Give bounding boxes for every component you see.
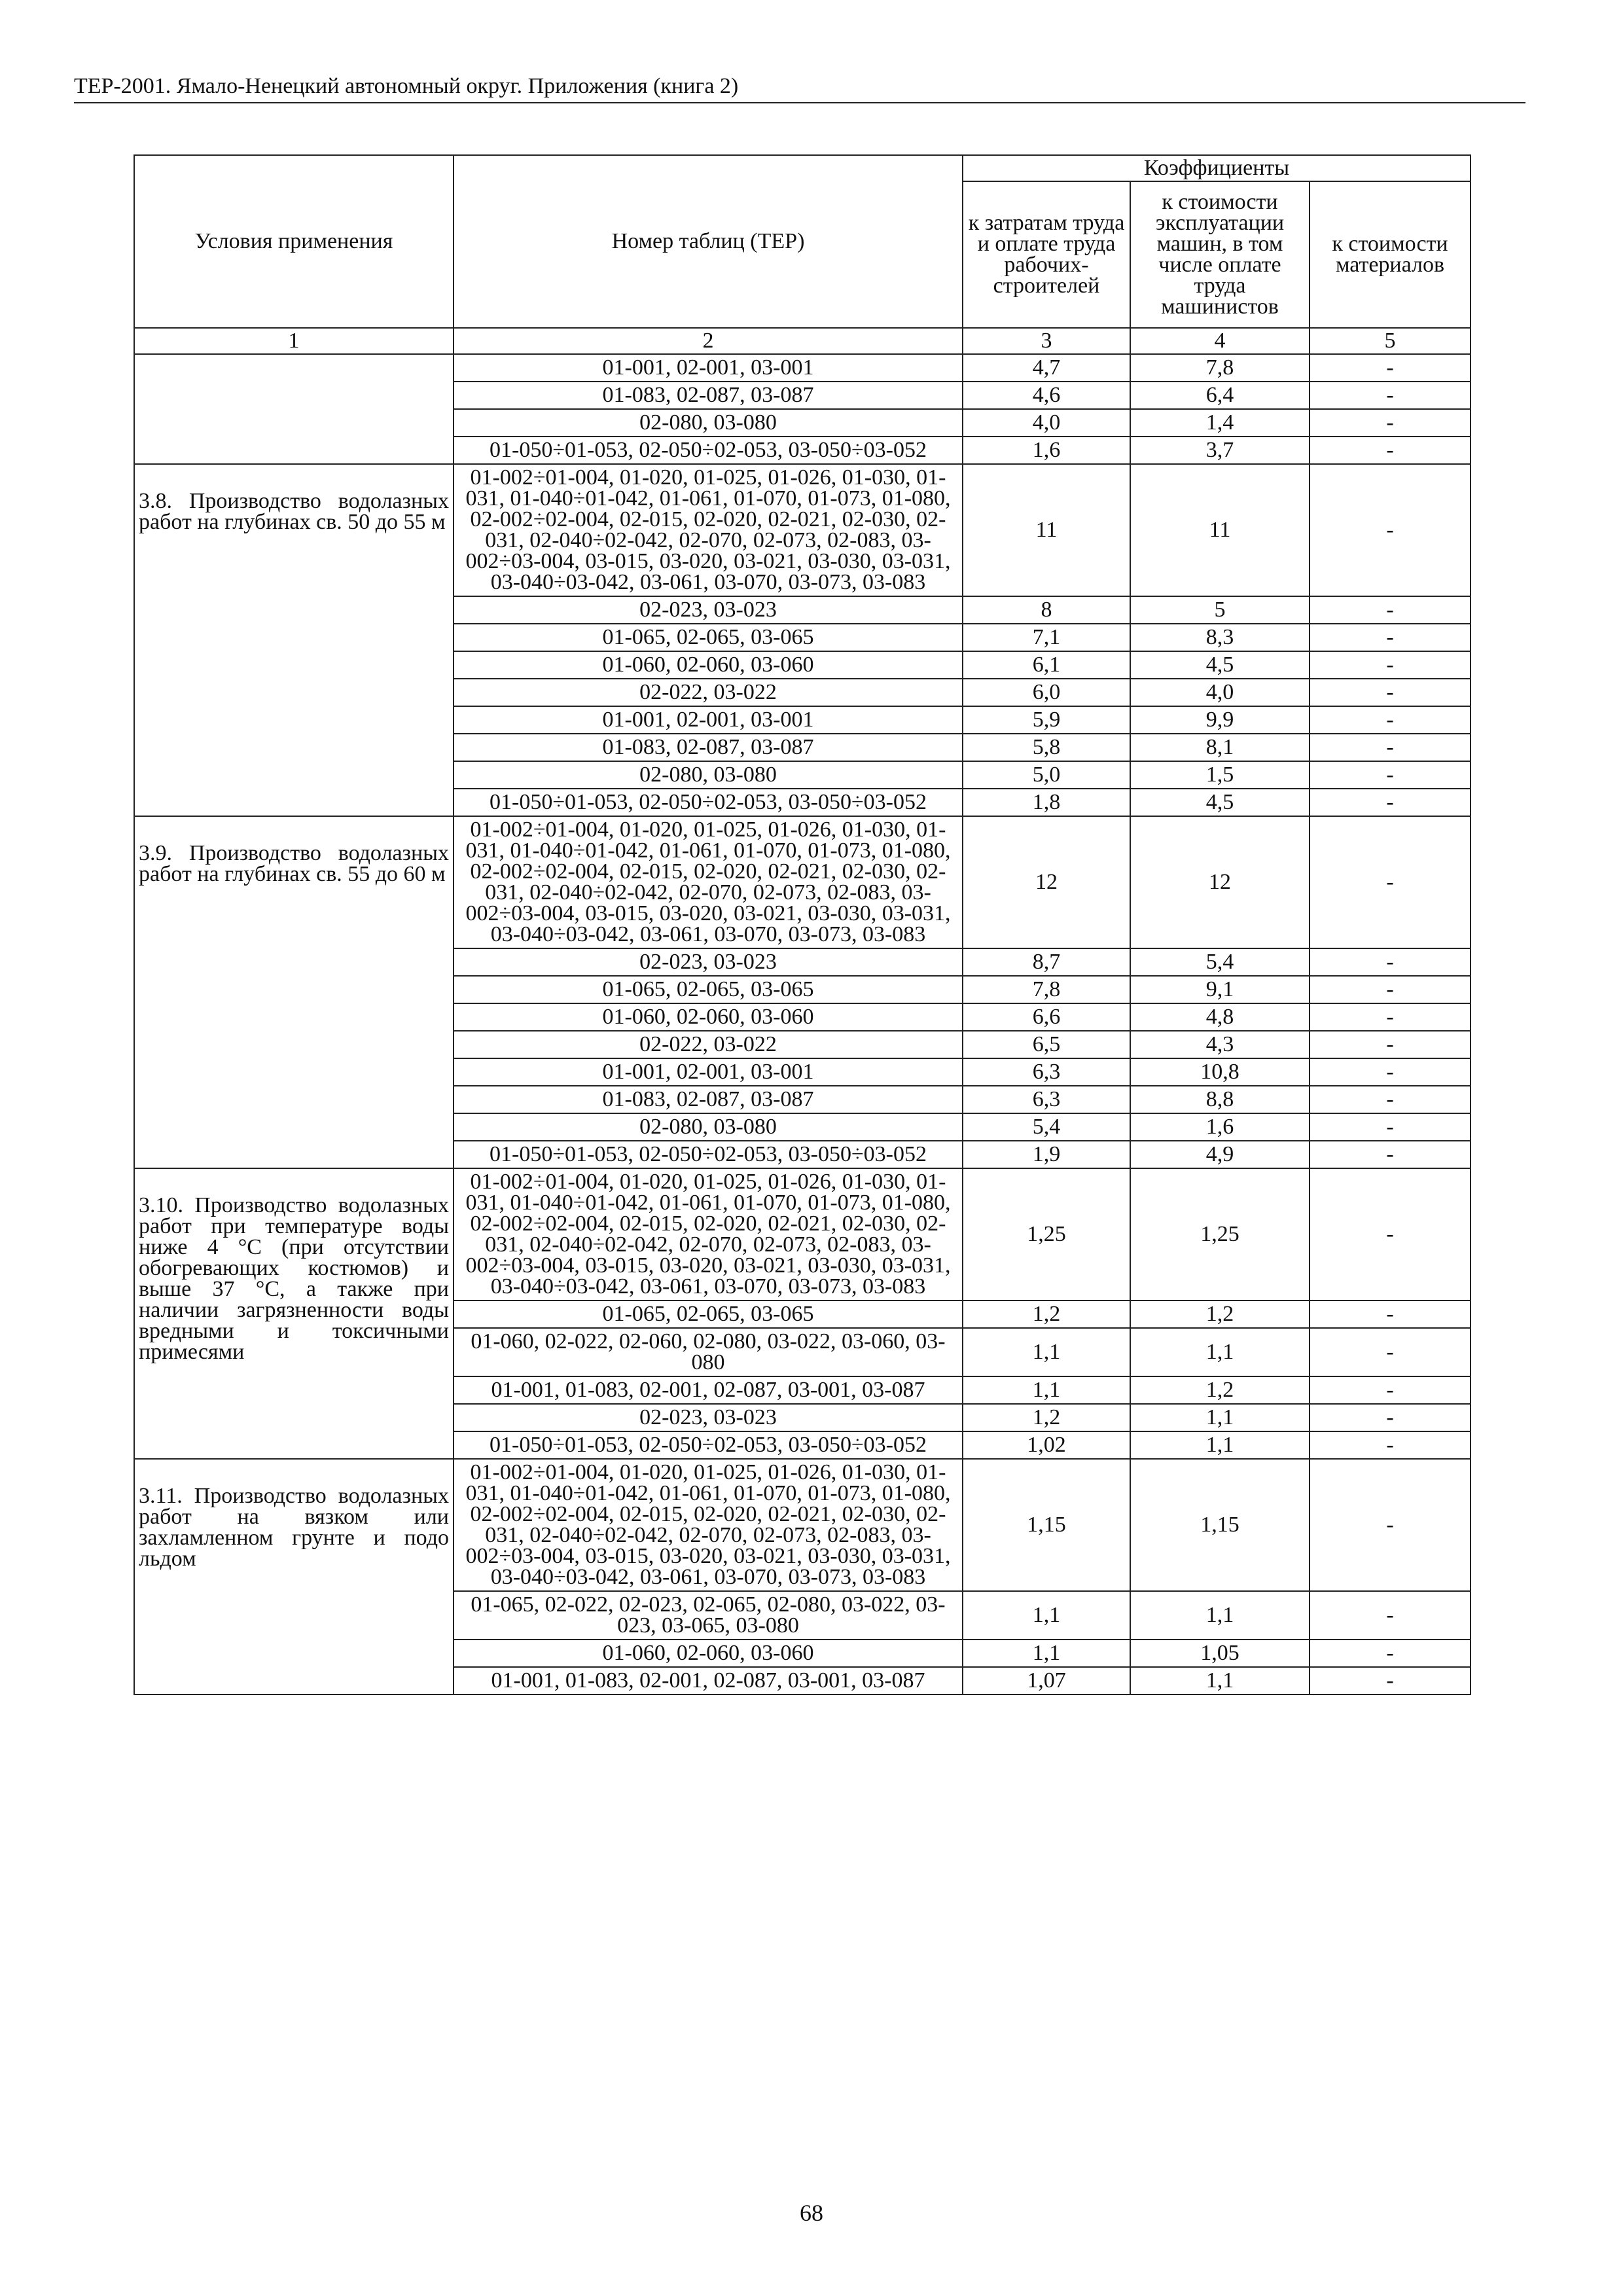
materials-coef-cell: - [1310, 596, 1471, 624]
labor-coef-cell: 4,7 [963, 354, 1130, 382]
machines-coef-cell: 1,5 [1130, 761, 1310, 789]
machines-coef-cell: 1,2 [1130, 1300, 1310, 1328]
materials-coef-cell: - [1310, 1003, 1471, 1031]
machines-coef-cell: 1,1 [1130, 1328, 1310, 1376]
header-machines: к стоимости эксплуатации машин, в том числе оплате труда машинистов [1130, 181, 1310, 328]
materials-coef-cell: - [1310, 976, 1471, 1003]
materials-coef-cell: - [1310, 464, 1471, 596]
table-numbers-cell: 01-050÷01-053, 02-050÷02-053, 03-050÷03-052 [454, 437, 963, 464]
machines-coef-cell: 9,1 [1130, 976, 1310, 1003]
table-numbers-cell: 01-002÷01-004, 01-020, 01-025, 01-026, 01-030, 01-031, 01-040÷01-042, 01-061, 01-070, 01-073, 01-080, 02-002÷02-004, 02-015, 02-020, 02-021, 02-030, 02-031, 02-040÷02-042, 02-070, 02-073, 02-083, 03-002÷03-004, 03-015, 03-020, 03-021, 03-030, 03-031, 03-040÷03-042, 03-061, 03-070, 03-073, 03-083 [454, 464, 963, 596]
labor-coef-cell: 6,3 [963, 1058, 1130, 1086]
materials-coef-cell: - [1310, 651, 1471, 679]
labor-coef-cell: 7,8 [963, 976, 1130, 1003]
table-numbers-cell: 01-083, 02-087, 03-087 [454, 734, 963, 761]
machines-coef-cell: 4,5 [1130, 651, 1310, 679]
labor-coef-cell: 1,9 [963, 1141, 1130, 1168]
table-numbers-cell: 01-060, 02-060, 03-060 [454, 651, 963, 679]
table-numbers-cell: 01-001, 01-083, 02-001, 02-087, 03-001, 03-087 [454, 1667, 963, 1695]
table-body [134, 354, 1471, 1695]
labor-coef-cell: 6,5 [963, 1031, 1130, 1058]
coefficients-table [134, 154, 1471, 1695]
header-conditions: Условия применения [134, 155, 454, 328]
column-number: 1 [134, 328, 454, 354]
table-numbers-cell: 01-083, 02-087, 03-087 [454, 382, 963, 409]
labor-coef-cell: 8,7 [963, 948, 1130, 976]
labor-coef-cell: 1,2 [963, 1404, 1130, 1431]
materials-coef-cell: - [1310, 1591, 1471, 1640]
column-number: 4 [1130, 328, 1310, 354]
machines-coef-cell: 1,1 [1130, 1667, 1310, 1695]
materials-coef-cell: - [1310, 1640, 1471, 1667]
table-row [134, 464, 1471, 596]
labor-coef-cell: 6,3 [963, 1086, 1130, 1113]
materials-coef-cell: - [1310, 382, 1471, 409]
labor-coef-cell: 1,25 [963, 1168, 1130, 1300]
labor-coef-cell: 5,9 [963, 706, 1130, 734]
materials-coef-cell: - [1310, 761, 1471, 789]
condition-cell: 3.8. Производство водолазных работ на глубинах св. 50 до 55 м [134, 464, 454, 816]
materials-coef-cell: - [1310, 1168, 1471, 1300]
labor-coef-cell: 1,1 [963, 1328, 1130, 1376]
materials-coef-cell: - [1310, 706, 1471, 734]
materials-coef-cell: - [1310, 409, 1471, 437]
machines-coef-cell: 1,1 [1130, 1591, 1310, 1640]
table-numbers-cell: 01-060, 02-022, 02-060, 02-080, 03-022, 03-060, 03-080 [454, 1328, 963, 1376]
machines-coef-cell: 1,4 [1130, 409, 1310, 437]
running-header: ТЕР-2001. Ямало-Ненецкий автономный округ. Приложения (книга 2) [74, 73, 1525, 103]
table-numbers-cell: 01-060, 02-060, 03-060 [454, 1003, 963, 1031]
labor-coef-cell: 12 [963, 816, 1130, 948]
header-materials: к стоимости материалов [1310, 181, 1471, 328]
table-numbers-cell: 01-050÷01-053, 02-050÷02-053, 03-050÷03-052 [454, 1431, 963, 1459]
page-number: 68 [800, 2200, 823, 2226]
table-numbers-cell: 01-001, 01-083, 02-001, 02-087, 03-001, 03-087 [454, 1376, 963, 1404]
machines-coef-cell: 1,05 [1130, 1640, 1310, 1667]
table-numbers-cell: 01-065, 02-065, 03-065 [454, 976, 963, 1003]
table-row [134, 1168, 1471, 1300]
labor-coef-cell: 1,1 [963, 1376, 1130, 1404]
column-number: 2 [454, 328, 963, 354]
machines-coef-cell: 8,1 [1130, 734, 1310, 761]
machines-coef-cell: 4,8 [1130, 1003, 1310, 1031]
machines-coef-cell: 1,1 [1130, 1404, 1310, 1431]
materials-coef-cell: - [1310, 1141, 1471, 1168]
table-row [134, 816, 1471, 948]
table-numbers-cell: 01-065, 02-065, 03-065 [454, 624, 963, 651]
labor-coef-cell: 6,1 [963, 651, 1130, 679]
materials-coef-cell: - [1310, 1404, 1471, 1431]
materials-coef-cell: - [1310, 1058, 1471, 1086]
table-numbers-cell: 01-065, 02-065, 03-065 [454, 1300, 963, 1328]
condition-cell: 3.10. Производство водолазных работ при температуре воды ниже 4 °С (при отсутствии обогревающих костюмов) и выше 37 °С, а также при наличии загрязненности воды вредными и токсичными примесями [134, 1168, 454, 1459]
column-number: 5 [1310, 328, 1471, 354]
table-row [134, 354, 1471, 382]
condition-cell: 3.9. Производство водолазных работ на глубинах св. 55 до 60 м [134, 816, 454, 1168]
labor-coef-cell: 1,8 [963, 789, 1130, 816]
machines-coef-cell: 5 [1130, 596, 1310, 624]
materials-coef-cell: - [1310, 1300, 1471, 1328]
table-numbers-cell: 01-050÷01-053, 02-050÷02-053, 03-050÷03-052 [454, 789, 963, 816]
labor-coef-cell: 1,2 [963, 1300, 1130, 1328]
materials-coef-cell: - [1310, 1459, 1471, 1591]
table-row [134, 1459, 1471, 1591]
machines-coef-cell: 8,3 [1130, 624, 1310, 651]
machines-coef-cell: 6,4 [1130, 382, 1310, 409]
table-numbers-cell: 01-050÷01-053, 02-050÷02-053, 03-050÷03-052 [454, 1141, 963, 1168]
table-numbers-cell: 02-080, 03-080 [454, 1113, 963, 1141]
labor-coef-cell: 6,0 [963, 679, 1130, 706]
labor-coef-cell: 11 [963, 464, 1130, 596]
labor-coef-cell: 1,15 [963, 1459, 1130, 1591]
labor-coef-cell: 1,1 [963, 1591, 1130, 1640]
materials-coef-cell: - [1310, 1376, 1471, 1404]
materials-coef-cell: - [1310, 1113, 1471, 1141]
condition-cell: 3.11. Производство водолазных работ на вязком или захламленном грунте и подо льдом [134, 1459, 454, 1695]
materials-coef-cell: - [1310, 789, 1471, 816]
table-numbers-cell: 01-002÷01-004, 01-020, 01-025, 01-026, 01-030, 01-031, 01-040÷01-042, 01-061, 01-070, 01-073, 01-080, 02-002÷02-004, 02-015, 02-020, 02-021, 02-030, 02-031, 02-040÷02-042, 02-070, 02-073, 02-083, 03-002÷03-004, 03-015, 03-020, 03-021, 03-030, 03-031, 03-040÷03-042, 03-061, 03-070, 03-073, 03-083 [454, 1459, 963, 1591]
machines-coef-cell: 4,3 [1130, 1031, 1310, 1058]
column-number: 3 [963, 328, 1130, 354]
labor-coef-cell: 8 [963, 596, 1130, 624]
machines-coef-cell: 4,9 [1130, 1141, 1310, 1168]
table-numbers-cell: 01-001, 02-001, 03-001 [454, 1058, 963, 1086]
materials-coef-cell: - [1310, 1086, 1471, 1113]
labor-coef-cell: 1,1 [963, 1640, 1130, 1667]
table-numbers-cell: 01-002÷01-004, 01-020, 01-025, 01-026, 01-030, 01-031, 01-040÷01-042, 01-061, 01-070, 01-073, 01-080, 02-002÷02-004, 02-015, 02-020, 02-021, 02-030, 02-031, 02-040÷02-042, 02-070, 02-073, 02-083, 03-002÷03-004, 03-015, 03-020, 03-021, 03-030, 03-031, 03-040÷03-042, 03-061, 03-070, 03-073, 03-083 [454, 1168, 963, 1300]
labor-coef-cell: 7,1 [963, 624, 1130, 651]
labor-coef-cell: 1,02 [963, 1431, 1130, 1459]
machines-coef-cell: 7,8 [1130, 354, 1310, 382]
table-numbers-cell: 02-023, 03-023 [454, 1404, 963, 1431]
labor-coef-cell: 4,6 [963, 382, 1130, 409]
materials-coef-cell: - [1310, 354, 1471, 382]
machines-coef-cell: 4,0 [1130, 679, 1310, 706]
table-numbers-cell: 02-022, 03-022 [454, 679, 963, 706]
labor-coef-cell: 5,4 [963, 1113, 1130, 1141]
labor-coef-cell: 1,07 [963, 1667, 1130, 1695]
labor-coef-cell: 4,0 [963, 409, 1130, 437]
machines-coef-cell: 1,1 [1130, 1431, 1310, 1459]
machines-coef-cell: 5,4 [1130, 948, 1310, 976]
materials-coef-cell: - [1310, 679, 1471, 706]
labor-coef-cell: 5,8 [963, 734, 1130, 761]
header-labor: к затратам труда и оплате труда рабочих-строителей [963, 181, 1130, 328]
table-numbers-cell: 01-002÷01-004, 01-020, 01-025, 01-026, 01-030, 01-031, 01-040÷01-042, 01-061, 01-070, 01-073, 01-080, 02-002÷02-004, 02-015, 02-020, 02-021, 02-030, 02-031, 02-040÷02-042, 02-070, 02-073, 02-083, 03-002÷03-004, 03-015, 03-020, 03-021, 03-030, 03-031, 03-040÷03-042, 03-061, 03-070, 03-073, 03-083 [454, 816, 963, 948]
materials-coef-cell: - [1310, 624, 1471, 651]
machines-coef-cell: 8,8 [1130, 1086, 1310, 1113]
materials-coef-cell: - [1310, 1667, 1471, 1695]
machines-coef-cell: 1,2 [1130, 1376, 1310, 1404]
labor-coef-cell: 5,0 [963, 761, 1130, 789]
table-numbers-cell: 01-001, 02-001, 03-001 [454, 354, 963, 382]
machines-coef-cell: 1,6 [1130, 1113, 1310, 1141]
materials-coef-cell: - [1310, 734, 1471, 761]
labor-coef-cell: 6,6 [963, 1003, 1130, 1031]
table-numbers-cell: 02-023, 03-023 [454, 596, 963, 624]
table-numbers-cell: 02-023, 03-023 [454, 948, 963, 976]
materials-coef-cell: - [1310, 437, 1471, 464]
condition-cell [134, 354, 454, 464]
materials-coef-cell: - [1310, 1431, 1471, 1459]
table-numbers-cell: 02-080, 03-080 [454, 761, 963, 789]
table-numbers-cell: 01-083, 02-087, 03-087 [454, 1086, 963, 1113]
machines-coef-cell: 9,9 [1130, 706, 1310, 734]
materials-coef-cell: - [1310, 1328, 1471, 1376]
table-numbers-cell: 01-001, 02-001, 03-001 [454, 706, 963, 734]
machines-coef-cell: 11 [1130, 464, 1310, 596]
machines-coef-cell: 4,5 [1130, 789, 1310, 816]
materials-coef-cell: - [1310, 1031, 1471, 1058]
table-numbers-cell: 02-022, 03-022 [454, 1031, 963, 1058]
header-table-number: Номер таблиц (ТЕР) [454, 155, 963, 328]
labor-coef-cell: 1,6 [963, 437, 1130, 464]
machines-coef-cell: 1,25 [1130, 1168, 1310, 1300]
header-coefficients: Коэффициенты [963, 155, 1471, 181]
table-numbers-cell: 02-080, 03-080 [454, 409, 963, 437]
materials-coef-cell: - [1310, 816, 1471, 948]
machines-coef-cell: 1,15 [1130, 1459, 1310, 1591]
materials-coef-cell: - [1310, 948, 1471, 976]
machines-coef-cell: 12 [1130, 816, 1310, 948]
table-numbers-cell: 01-060, 02-060, 03-060 [454, 1640, 963, 1667]
table-numbers-cell: 01-065, 02-022, 02-023, 02-065, 02-080, 03-022, 03-023, 03-065, 03-080 [454, 1591, 963, 1640]
machines-coef-cell: 3,7 [1130, 437, 1310, 464]
machines-coef-cell: 10,8 [1130, 1058, 1310, 1086]
